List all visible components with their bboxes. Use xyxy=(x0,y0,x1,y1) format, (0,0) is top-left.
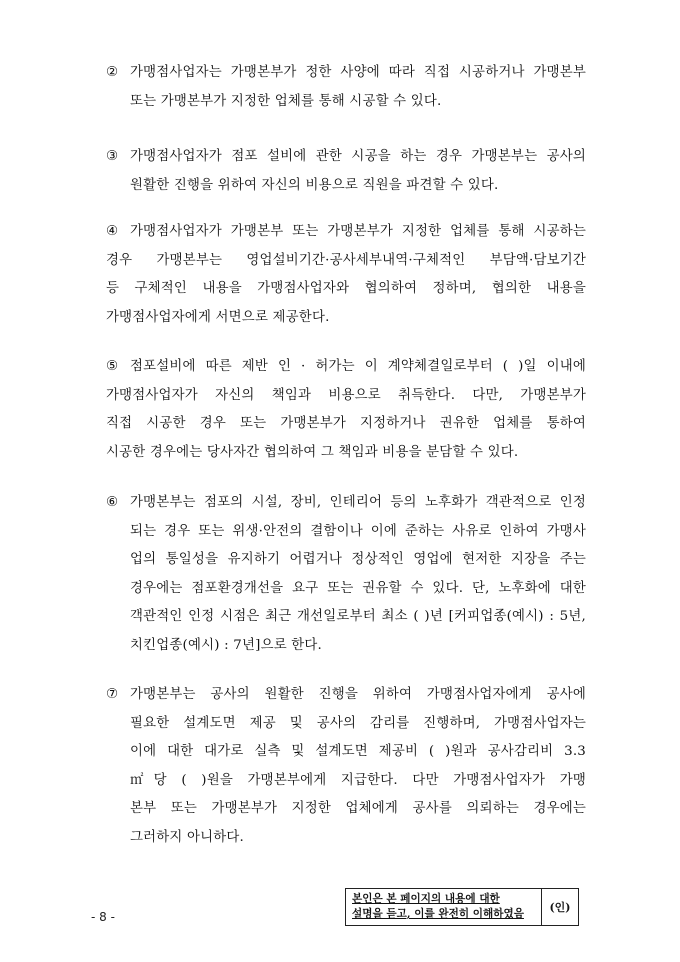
confirmation-line-2: 설명을 듣고, 이를 완전히 이해하였음 xyxy=(352,908,524,920)
confirmation-line-1: 본인은 본 페이지의 내용에 대한 xyxy=(352,893,500,905)
clause-text-line: 등 구체적인 내용을 가맹점사업자와 협의하여 정하며, 협의한 내용을 xyxy=(106,281,586,296)
clause-number: ④ xyxy=(106,224,119,239)
clause-text-line: 원활한 진행을 위하여 자신의 비용으로 직원을 파견할 수 있다. xyxy=(130,177,499,193)
confirmation-box xyxy=(345,888,579,926)
clause-text-line: 가맹점사업자가 자신의 책임과 비용으로 취득한다. 다만, 가맹본부가 xyxy=(106,387,586,403)
clause-text-line: 가맹본부는 점포의 시설, 장비, 인테리어 등의 노후화가 객관적으로 인정 xyxy=(130,495,586,510)
clause-text-line: 가맹점사업자가 가맹본부 또는 가맹본부가 지정한 업체를 통해 시공하는 xyxy=(130,224,586,239)
clause-text-line: 가맹본부는 공사의 원활한 진행을 위하여 가맹점사업자에게 공사에 xyxy=(130,687,586,702)
seal-mark: (인) xyxy=(541,889,578,925)
clause-text-line: 필요한 설계도면 제공 및 공사의 감리를 진행하며, 가맹점사업자는 xyxy=(130,715,586,731)
clause-text-line: 업의 통일성을 유지하기 어렵거나 정상적인 영업에 현저한 지장을 주는 xyxy=(130,552,586,567)
clause-7 xyxy=(106,681,586,852)
clause-4 xyxy=(106,218,586,332)
clause-text-line: 본부 또는 가맹본부가 지정한 업체에게 공사를 의뢰하는 경우에는 xyxy=(130,801,586,816)
clause-text-line: 점포설비에 따른 제반 인 · 허가는 이 계약체결일로부터 ( )일 이내에 xyxy=(130,359,586,374)
clause-number: ③ xyxy=(106,149,119,164)
clause-text-line: 경우 가맹본부는 영업설비기간·공사세부내역·구체적인 부담액·담보기간 xyxy=(106,252,586,268)
clause-text-line: 경우에는 점포환경개선을 요구 또는 권유할 수 있다. 단, 노후화에 대한 xyxy=(130,580,586,596)
clause-3 xyxy=(106,143,586,200)
clause-number: ⑦ xyxy=(106,687,119,702)
clause-2 xyxy=(106,59,586,116)
clause-text-line: 직접 시공한 경우 또는 가맹본부가 지정하거나 권유한 업체를 통하여 xyxy=(106,416,586,431)
clause-text-line: 되는 경우 또는 위생·안전의 결함이나 이에 준하는 사유로 인하여 가맹사 xyxy=(130,523,586,539)
clause-text-line: 가맹점사업자는 가맹본부가 정한 사양에 따라 직접 시공하거나 가맹본부 xyxy=(130,65,586,80)
clause-text-line: 가맹점사업자에게 서면으로 제공한다. xyxy=(106,309,330,325)
page-number: - 8 - xyxy=(91,910,115,924)
clause-number: ⑤ xyxy=(106,359,119,374)
clause-text-line: 그러하지 아니하다. xyxy=(130,829,244,845)
clause-number: ② xyxy=(106,65,119,80)
confirmation-text xyxy=(346,889,541,925)
clause-text-line: 치킨업종(예시) : 7년]으로 한다. xyxy=(130,637,323,653)
clause-text-line: 이에 대한 대가로 실측 및 설계도면 제공비 ( )원과 공사감리비 3.3 xyxy=(130,744,586,759)
clause-text-line: 또는 가맹본부가 지정한 업체를 통해 시공할 수 있다. xyxy=(130,93,442,109)
clause-text-line: 시공한 경우에는 당사자간 협의하여 그 책임과 비용을 분담할 수 있다. xyxy=(106,444,519,460)
clause-5 xyxy=(106,353,586,467)
clause-text-line: 가맹점사업자가 점포 설비에 관한 시공을 하는 경우 가맹본부는 공사의 xyxy=(130,149,586,164)
clause-text-line: ㎡당 ( )원을 가맹본부에게 지급한다. 다만 가맹점사업자가 가맹 xyxy=(130,772,586,788)
clause-number: ⑥ xyxy=(106,495,119,510)
clause-6 xyxy=(106,489,586,660)
clause-text-line: 객관적인 인정 시점은 최근 개선일로부터 최소 ( )년 [커피업종(예시) : 5년, xyxy=(130,609,586,624)
